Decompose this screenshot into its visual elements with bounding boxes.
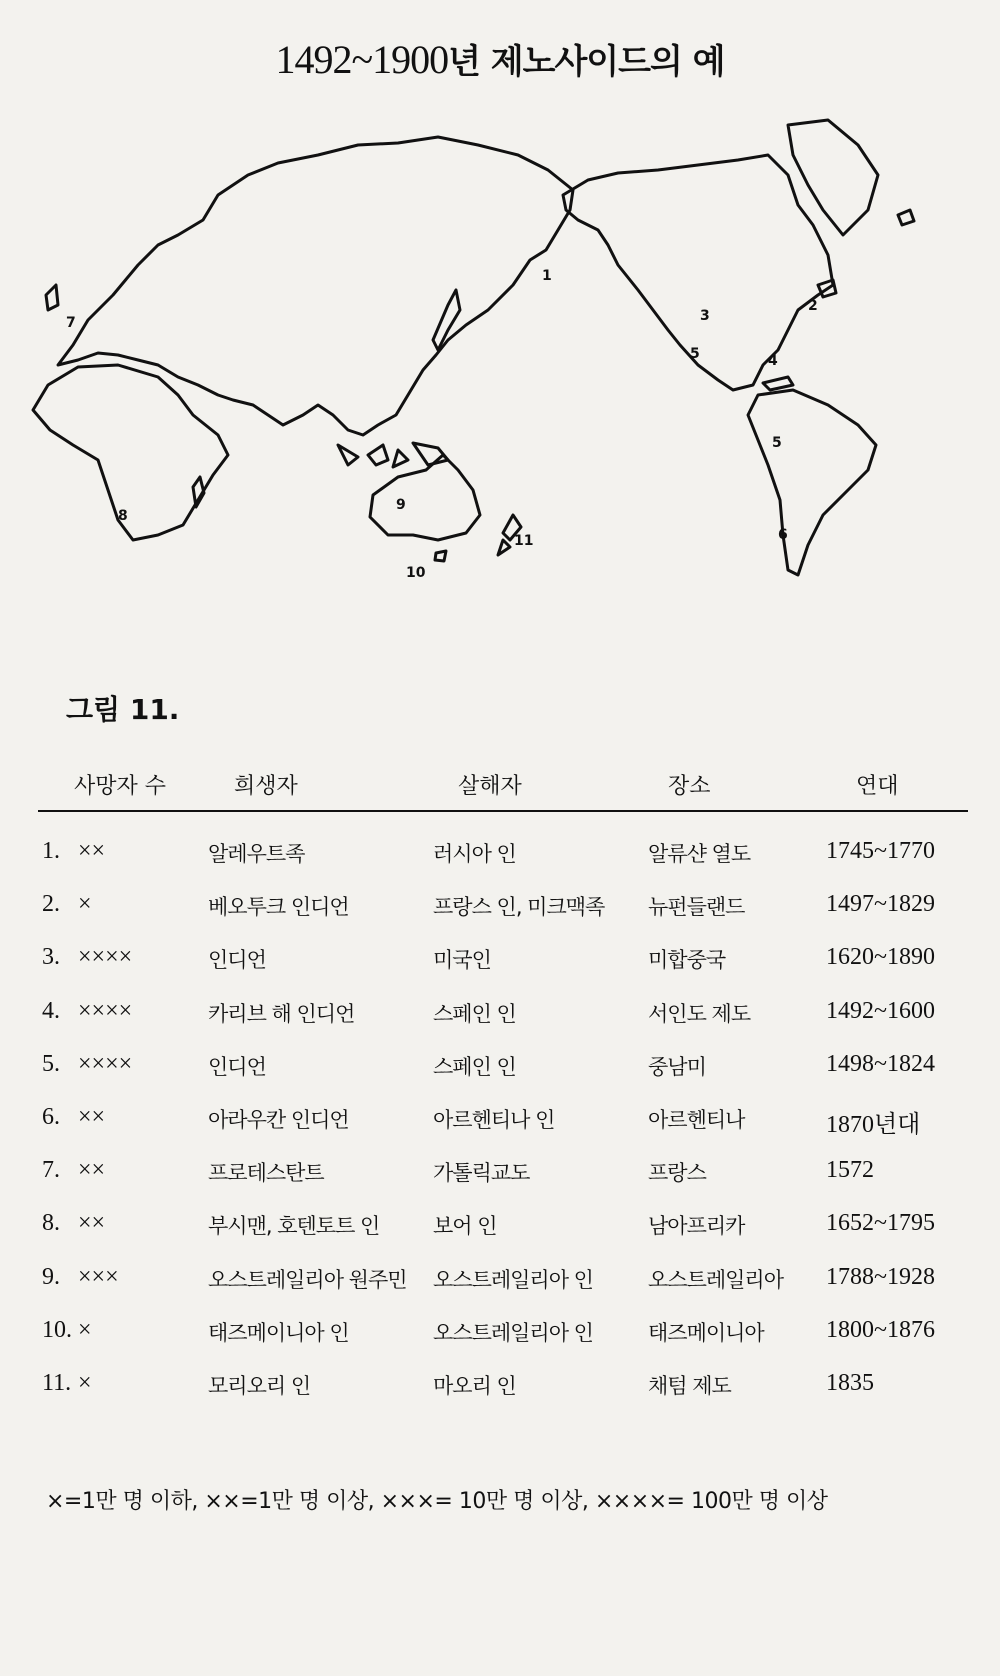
row-victims: 알레우트족 xyxy=(208,842,305,866)
south-america-outline xyxy=(748,390,876,575)
map-label-5a: 5 xyxy=(690,346,700,362)
map-label-8: 8 xyxy=(118,508,128,524)
row-period: 1800~1876 xyxy=(826,1316,935,1343)
row-deaths: ×× xyxy=(78,1157,106,1184)
row-deaths: ×××× xyxy=(78,944,133,971)
row-place: 중남미 xyxy=(648,1054,706,1079)
row-number: 2. xyxy=(42,891,60,918)
madagascar-outline xyxy=(193,477,204,507)
row-victims: 오스트레일리아 원주민 xyxy=(208,1267,407,1292)
map-label-2: 2 xyxy=(808,298,818,314)
table-row xyxy=(38,865,968,918)
header-place: 장소 xyxy=(668,774,711,799)
row-number: 1. xyxy=(42,838,60,864)
row-killers: 오스트레일리아 인 xyxy=(433,1267,593,1292)
table-row xyxy=(38,1078,968,1138)
row-deaths: ×××× xyxy=(78,997,133,1024)
row-victims: 인디언 xyxy=(208,948,266,973)
row-victims: 인디언 xyxy=(208,1054,266,1079)
figure-label: 그림 11. xyxy=(66,693,180,726)
tasmania-outline xyxy=(435,551,446,561)
genocide-table xyxy=(38,762,968,1397)
row-deaths: ×× xyxy=(78,1103,106,1130)
row-deaths: × xyxy=(78,891,92,918)
row-killers: 오스트레일리아 인 xyxy=(433,1320,593,1345)
row-killers: 마오리 인 xyxy=(433,1373,516,1398)
iceland-outline xyxy=(898,210,914,225)
row-killers: 아르헨티나 인 xyxy=(433,1107,555,1132)
britain-outline xyxy=(46,285,58,310)
world-map xyxy=(18,115,986,635)
row-killers: 러시아 인 xyxy=(433,842,516,866)
row-place: 태즈메이니아 xyxy=(648,1320,764,1345)
row-number: 4. xyxy=(42,997,60,1024)
row-victims: 부시맨, 호텐토트 인 xyxy=(208,1214,380,1239)
map-label-5b: 5 xyxy=(772,435,782,451)
page-title xyxy=(0,34,1000,83)
row-place: 채텀 제도 xyxy=(648,1373,731,1398)
map-label-7: 7 xyxy=(66,315,76,331)
row-killers: 스페인 인 xyxy=(433,1001,516,1026)
row-period: 1572 xyxy=(826,1157,874,1184)
row-period: 1497~1829 xyxy=(826,891,935,918)
row-place: 뉴펀들랜드 xyxy=(648,895,745,920)
header-victims: 희생자 xyxy=(234,774,298,799)
row-place: 서인도 제도 xyxy=(648,1001,751,1026)
table-body xyxy=(38,812,968,1397)
row-killers: 스페인 인 xyxy=(433,1054,516,1079)
eurasia-outline xyxy=(58,137,573,435)
header-period: 연대 xyxy=(856,774,899,799)
row-victims: 아라우칸 인디언 xyxy=(208,1107,349,1132)
row-victims: 베오투크 인디언 xyxy=(208,895,349,920)
header-deaths: 사망자 수 xyxy=(74,774,167,799)
title-suffix: 년 제노사이드의 예 xyxy=(448,42,725,82)
row-deaths: ×××× xyxy=(78,1050,133,1077)
row-number: 8. xyxy=(42,1210,60,1237)
map-label-3: 3 xyxy=(700,308,710,324)
legend-note: ×=1만 명 이하, ××=1만 명 이상, ×××= 10만 명 이상, ××××= 100만 명 이상 xyxy=(46,1489,828,1514)
row-place: 알류샨 열도 xyxy=(648,842,751,866)
table-row xyxy=(38,1344,968,1397)
map-label-1: 1 xyxy=(542,268,552,284)
row-number: 9. xyxy=(42,1263,60,1290)
table-row xyxy=(38,812,968,865)
indonesia-outline xyxy=(338,443,448,467)
africa-outline xyxy=(33,365,228,540)
row-place: 아르헨티나 xyxy=(648,1107,745,1132)
row-number: 5. xyxy=(42,1050,60,1077)
row-deaths: ×× xyxy=(78,838,106,864)
row-deaths: ××× xyxy=(78,1263,119,1290)
table-row xyxy=(38,1025,968,1078)
row-victims: 카리브 해 인디언 xyxy=(208,1001,355,1026)
map-label-9: 9 xyxy=(396,497,406,513)
table-row xyxy=(38,1131,968,1184)
row-place: 프랑스 xyxy=(648,1161,706,1186)
row-number: 10. xyxy=(42,1316,72,1343)
map-label-4: 4 xyxy=(768,353,778,369)
row-period: 1745~1770 xyxy=(826,838,935,864)
row-period: 1788~1928 xyxy=(826,1263,935,1290)
row-number: 3. xyxy=(42,944,60,971)
table-header xyxy=(38,762,968,812)
row-place: 남아프리카 xyxy=(648,1214,745,1239)
table-row xyxy=(38,918,968,971)
title-years: 1492~1900 xyxy=(275,37,449,82)
row-killers: 프랑스 인, 미크맥족 xyxy=(433,895,605,920)
row-place: 오스트레일리아 xyxy=(648,1267,784,1292)
row-period: 1498~1824 xyxy=(826,1050,935,1077)
row-killers: 미국인 xyxy=(433,948,491,973)
row-period: 1835 xyxy=(826,1369,874,1396)
map-label-10: 10 xyxy=(406,565,426,581)
row-number: 6. xyxy=(42,1103,60,1130)
row-victims: 프로테스탄트 xyxy=(208,1161,324,1186)
row-period: 1620~1890 xyxy=(826,944,935,971)
table-row xyxy=(38,1291,968,1344)
caribbean-outline xyxy=(763,377,793,390)
australia-outline xyxy=(370,455,480,540)
row-period: 1870년대 xyxy=(826,1111,921,1138)
map-label-6: 6 xyxy=(778,527,788,543)
row-period: 1652~1795 xyxy=(826,1210,935,1237)
row-place: 미합중국 xyxy=(648,948,726,973)
row-deaths: × xyxy=(78,1316,92,1343)
row-victims: 태즈메이니아 인 xyxy=(208,1320,349,1345)
header-killers: 살해자 xyxy=(458,774,522,799)
row-number: 7. xyxy=(42,1157,60,1184)
row-deaths: ×× xyxy=(78,1210,106,1237)
row-killers: 가톨릭교도 xyxy=(433,1161,530,1186)
table-row xyxy=(38,1184,968,1237)
table-row xyxy=(38,1238,968,1291)
greenland-outline xyxy=(788,120,878,235)
row-deaths: × xyxy=(78,1369,92,1396)
row-period: 1492~1600 xyxy=(826,997,935,1024)
row-number: 11. xyxy=(42,1369,72,1396)
table-row xyxy=(38,972,968,1025)
row-killers: 보어 인 xyxy=(433,1214,497,1239)
map-label-11: 11 xyxy=(514,533,534,549)
row-victims: 모리오리 인 xyxy=(208,1373,311,1398)
